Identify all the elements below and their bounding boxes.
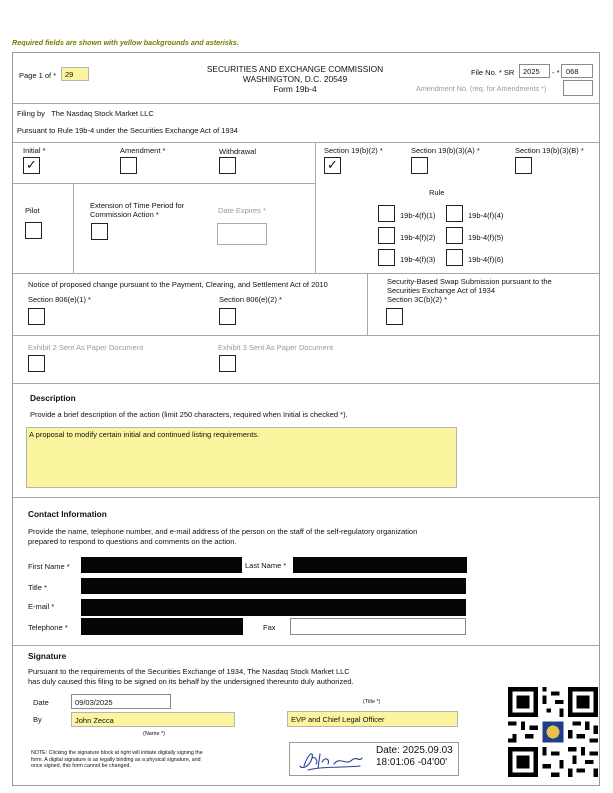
section-806e1-checkbox[interactable] (28, 308, 45, 325)
extension-label (90, 201, 184, 219)
digital-signature-date-line-1: Date: 2025.09.03 (376, 745, 453, 756)
required-fields-note: Required fields are shown with yellow backgrounds and asterisks. (12, 38, 239, 47)
file-number-field[interactable]: 068 (561, 64, 593, 78)
exhibit3-checkbox[interactable] (219, 355, 236, 372)
by-label: By (33, 715, 42, 724)
swap-line-1: Security-Based Swap Submission pursuant to the (387, 277, 552, 286)
last-name-field-redacted[interactable] (293, 557, 467, 573)
rule-f4-label: 19b-4(f)(4) (468, 211, 504, 220)
last-name-label: Last Name * (245, 561, 287, 570)
signature-note-line-1: NOTE: Clicking the signature block at right will initiate digitally signing the (31, 750, 203, 756)
date-expires-field[interactable] (217, 223, 267, 245)
section-19b2-checkbox[interactable]: ✓ (324, 157, 341, 174)
description-title: Description (30, 393, 76, 403)
extension-label-line-2: Commission Action * (90, 210, 159, 219)
email-field-redacted[interactable] (81, 599, 466, 616)
rule-f2-label: 19b-4(f)(2) (400, 233, 436, 242)
signer-title-field[interactable]: EVP and Chief Legal Officer (287, 711, 458, 727)
file-no-label: File No. * SR (471, 68, 515, 77)
extension-label-line-1: Extension of Time Period for (90, 201, 185, 210)
exhibit2-checkbox[interactable] (28, 355, 45, 372)
exhibit3-label: Exhibit 3 Sent As Paper Document (218, 343, 334, 352)
signature-note (31, 750, 203, 770)
amendment-label: Amendment No. (req. for Amendments *) (416, 84, 547, 93)
first-name-label: First Name * (28, 562, 70, 571)
date-label: Date (33, 698, 49, 707)
swap-checkbox[interactable] (386, 308, 403, 325)
filing-by-label (17, 109, 154, 118)
section-806e1-label: Section 806(e)(1) * (28, 295, 91, 304)
initial-checkbox[interactable]: ✓ (23, 157, 40, 174)
swap-line-2: Securities Exchange Act of 1934 (387, 286, 495, 295)
form-19b-4 (12, 52, 600, 786)
pilot-label: Pilot (25, 206, 40, 215)
email-label: E-mail * (28, 602, 55, 611)
signer-name-field[interactable]: John Zecca (71, 712, 235, 727)
section-806e2-checkbox[interactable] (219, 308, 236, 325)
digital-signature-date (376, 745, 453, 769)
rule-f2-checkbox[interactable] (378, 227, 395, 244)
extension-checkbox[interactable] (91, 223, 108, 240)
rule-f3-label: 19b-4(f)(3) (400, 255, 436, 264)
date-expires-label: Date Expires * (218, 206, 266, 215)
rule-f3-checkbox[interactable] (378, 249, 395, 266)
withdrawal-label: Withdrawal (219, 147, 257, 156)
telephone-field-redacted[interactable] (81, 618, 243, 635)
signature-note-line-3: once signed, this form cannot be changed. (31, 763, 131, 770)
exhibit2-label: Exhibit 2 Sent As Paper Document (28, 343, 144, 352)
section-19b2-label: Section 19(b)(2) * (324, 146, 383, 155)
rule-f6-checkbox[interactable] (446, 249, 463, 266)
form-name: Form 19b-4 (273, 84, 317, 94)
title-label: Title * (28, 583, 47, 592)
amendment-checkbox[interactable] (120, 157, 137, 174)
description-instructions: Provide a brief description of the action (limit 250 characters, required when Initial is checked *). (30, 410, 348, 419)
contact-instructions (28, 527, 417, 546)
filing-by-value: The Nasdaq Stock Market LLC (51, 109, 154, 118)
contact-instructions-line-2: prepared to respond to questions and comments on the action. (28, 536, 237, 546)
pilot-checkbox[interactable] (25, 222, 42, 239)
file-dash: - * (552, 68, 560, 77)
section-19b3a-label: Section 19(b)(3)(A) * (411, 146, 480, 155)
signature-statement-line-2: has duly caused this filing to be signed on its behalf by the undersigned thereunto duly authorized. (28, 677, 354, 686)
signature-statement (28, 667, 354, 687)
digital-signature-block[interactable] (289, 742, 459, 776)
fax-label: Fax (263, 623, 276, 632)
contact-instructions-line-1: Provide the name, telephone number, and e-mail address of the person on the staff of the self-regulatory organization (28, 527, 418, 536)
section-19b3a-checkbox[interactable] (411, 157, 428, 174)
fax-field[interactable] (290, 618, 466, 635)
handwritten-signature-image (294, 744, 366, 776)
telephone-label: Telephone * (28, 623, 68, 632)
agency-header (183, 64, 407, 94)
swap-label (387, 277, 552, 304)
section-19b3b-label: Section 19(b)(3)(B) * (515, 146, 584, 155)
signature-date-field[interactable]: 09/03/2025 (71, 694, 171, 709)
page-label: Page 1 of * (19, 71, 57, 80)
page-total-field[interactable]: 29 (61, 67, 89, 81)
swap-line-3: Section 3C(b)(2) * (387, 295, 448, 304)
agency-line-2: WASHINGTON, D.C. 20549 (242, 74, 348, 84)
first-name-field-redacted[interactable] (81, 557, 242, 573)
rule-f4-checkbox[interactable] (446, 205, 463, 222)
file-year-field[interactable]: 2025 (519, 64, 550, 78)
rule-title: Rule (429, 188, 445, 197)
withdrawal-checkbox[interactable] (219, 157, 236, 174)
rule-f5-checkbox[interactable] (446, 227, 463, 244)
signature-statement-line-1: Pursuant to the requirements of the Securities Exchange of 1934, The Nasdaq Stock Market LLC (28, 667, 350, 676)
signature-title: Signature (28, 651, 67, 661)
contact-title: Contact Information (28, 509, 107, 519)
digital-signature-date-line-2: 18:01:06 -04'00' (376, 757, 448, 768)
pursuant-rule: Pursuant to Rule 19b-4 under the Securities Exchange Act of 1934 (17, 126, 238, 135)
section-19b3b-checkbox[interactable] (515, 157, 532, 174)
description-field[interactable]: A proposal to modify certain initial and continued listing requirements. (26, 427, 457, 488)
amendment-checkbox-label: Amendment * (120, 146, 166, 155)
signature-note-line-2: form. A digital signature is as legally binding as a physical signature, and (31, 756, 201, 763)
initial-label: Initial * (23, 146, 46, 155)
notice-title: Notice of proposed change pursuant to the Payment, Clearing, and Settlement Act of 2010 (28, 280, 328, 289)
rule-f1-label: 19b-4(f)(1) (400, 211, 436, 220)
name-caption: (Name *) (143, 731, 166, 737)
rule-f6-label: 19b-4(f)(6) (468, 255, 504, 264)
filing-by-caption: Filing by (17, 109, 45, 118)
title-caption: (Title *) (363, 699, 381, 705)
title-field-redacted[interactable] (81, 578, 466, 594)
qr-code-icon (508, 687, 598, 777)
rule-f5-label: 19b-4(f)(5) (468, 233, 504, 242)
agency-line-1: SECURITIES AND EXCHANGE COMMISSION (206, 64, 384, 74)
rule-f1-checkbox[interactable] (378, 205, 395, 222)
amendment-field[interactable] (563, 80, 593, 96)
section-806e2-label: Section 806(e)(2) * (219, 295, 282, 304)
